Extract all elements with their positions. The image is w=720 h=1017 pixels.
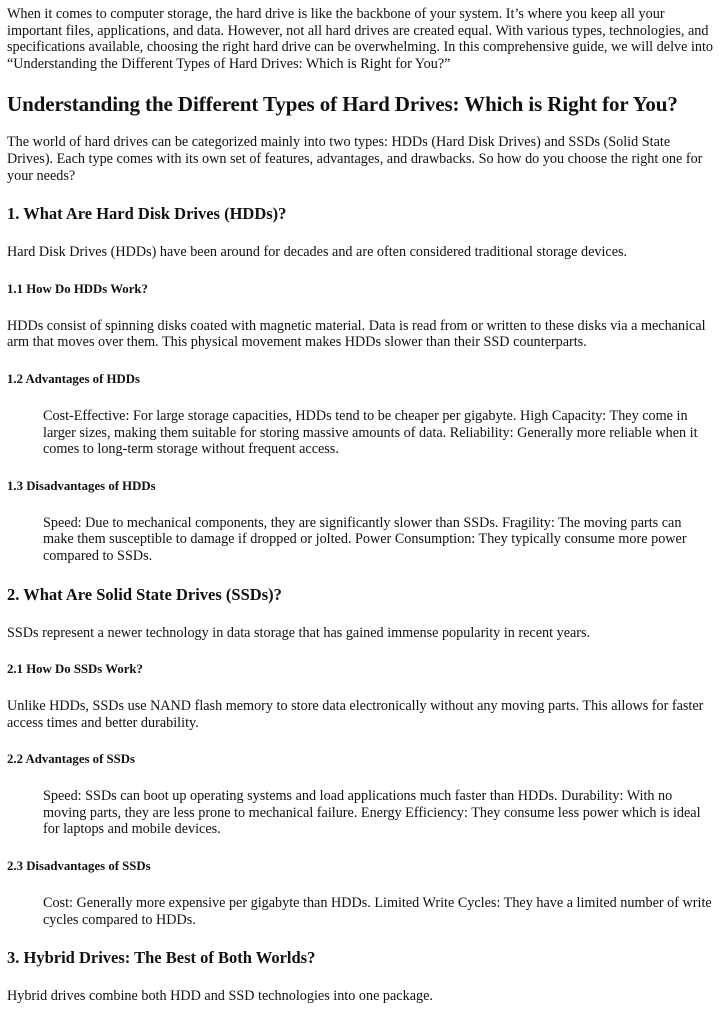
hdd-heading: 1. What Are Hard Disk Drives (HDDs)? xyxy=(7,204,287,224)
hdd-advantages-heading: 1.2 Advantages of HDDs xyxy=(7,371,140,386)
hdd-work-paragraph: HDDs consist of spinning disks coated with magnetic material. Data is read from or written to these disks via a mechanical arm that moves over them. This physical movement makes HDDs slower than their SSD counterparts. xyxy=(7,317,706,351)
ssd-work-paragraph: Unlike HDDs, SSDs use NAND flash memory to store data electronically without any moving parts. This allows for faster access times and better durability. xyxy=(7,698,704,731)
ssd-heading: 2. What Are Solid State Drives (SSDs)? xyxy=(7,584,282,604)
hybrid-intro-paragraph: Hybrid drives combine both HDD and SSD technologies into one package. xyxy=(7,988,433,1005)
ssd-advantages-heading: 2.2 Advantages of SSDs xyxy=(7,752,135,767)
hybrid-heading: 3. Hybrid Drives: The Best of Both Worlds? xyxy=(7,948,316,968)
hdd-intro-paragraph: Hard Disk Drives (HDDs) have been around for decades and are often considered traditional storage devices. xyxy=(7,244,628,261)
hdd-work-heading: 1.1 How Do HDDs Work? xyxy=(7,281,148,296)
hdd-disadvantages-paragraph: Speed: Due to mechanical components, they are significantly slower than SSDs. Fragility: The moving parts can make them susceptible to damage if dropped or jolted. Power Consumption: They typically consume more power compared to SSDs. xyxy=(43,514,687,564)
ssd-disadvantages-heading: 2.3 Disadvantages of SSDs xyxy=(7,859,151,874)
hdd-disadvantages-heading: 1.3 Disadvantages of HDDs xyxy=(7,478,156,493)
ssd-intro-paragraph: SSDs represent a newer technology in data storage that has gained immense popularity in recent years. xyxy=(7,624,591,641)
page-title: Understanding the Different Types of Hard Drives: Which is Right for You? xyxy=(7,92,678,117)
ssd-advantages-paragraph: Speed: SSDs can boot up operating systems and load applications much faster than HDDs. Durability: With no moving parts, they are less prone to mechanical failure. Energy Efficiency: They consume less power which is ideal for laptops and mobile devices. xyxy=(43,788,701,838)
intro-paragraph: When it comes to computer storage, the hard drive is like the backbone of your system. It’s where you keep all your important files, applications, and data. However, not all hard drives are created equal. With various types, technologies, and specifications available, choosing the right hard drive can be overwhelming. In this comprehensive guide, we will delve into “Understanding the Different Types of Hard Drives: Which is Right for You?” xyxy=(7,6,714,72)
ssd-work-heading: 2.1 How Do SSDs Work? xyxy=(7,662,143,677)
ssd-disadvantages-paragraph: Cost: Generally more expensive per gigabyte than HDDs. Limited Write Cycles: They have a limited number of write cycles compared to HDDs. xyxy=(43,895,712,928)
overview-paragraph: The world of hard drives can be categorized mainly into two types: HDDs (Hard Disk Drives) and SSDs (Solid State Drives). Each type comes with its own set of features, advantages, and drawbacks. So how do you choose the right one for your needs? xyxy=(7,134,703,184)
hdd-advantages-paragraph: Cost-Effective: For large storage capacities, HDDs tend to be cheaper per gigabyte. High Capacity: They come in larger sizes, making them suitable for storing massive amounts of data. Reliability: Generally more reliable when it comes to long-term storage without frequent access. xyxy=(43,407,698,458)
